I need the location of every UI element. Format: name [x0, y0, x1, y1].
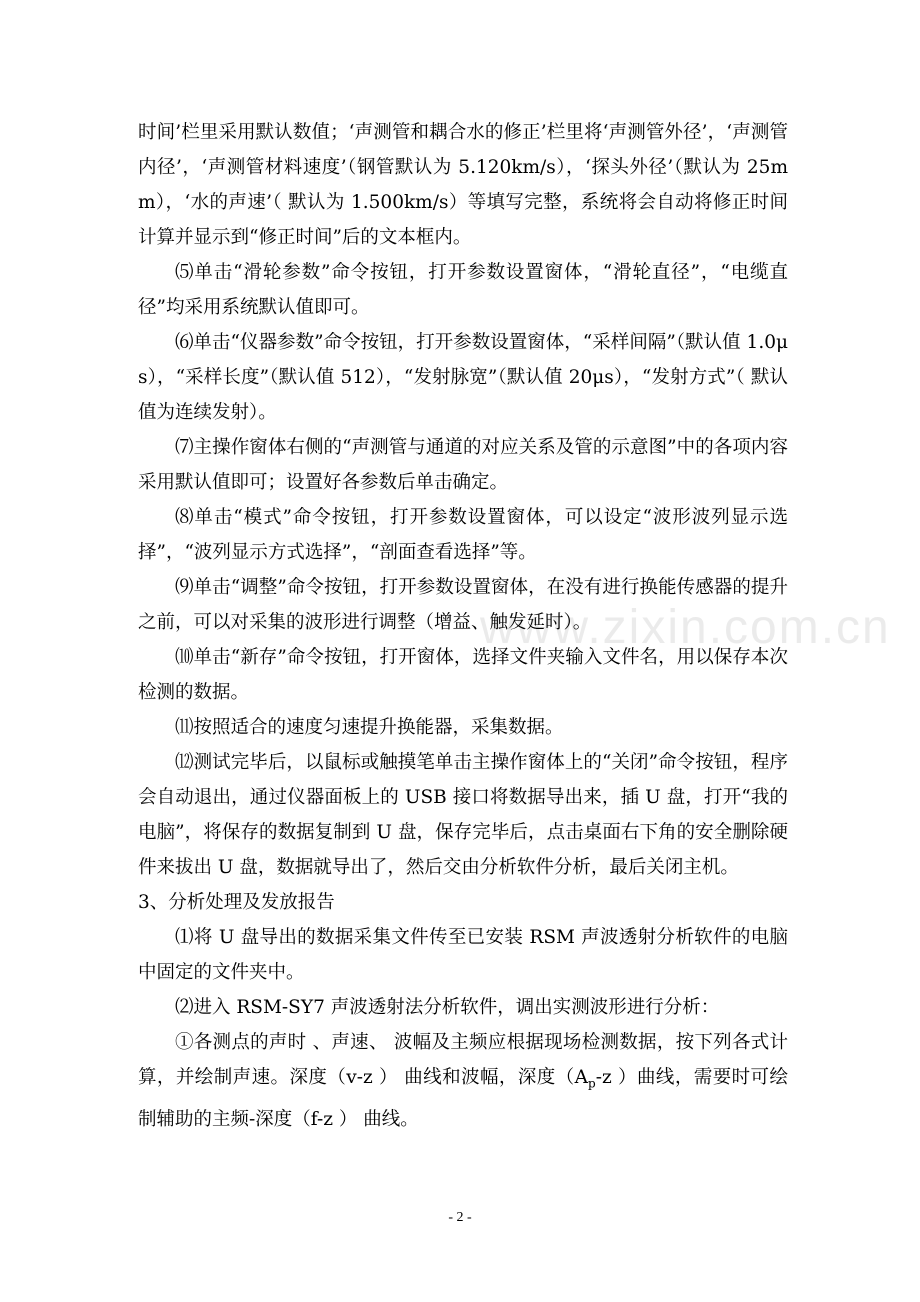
amplitude-subscript: p — [588, 1076, 596, 1091]
page-number: - 2 - — [448, 1210, 472, 1225]
paragraph-finish-test: ⑿测试完毕后，以鼠标或触摸笔单击主操作窗体上的“关闭”命令按钮，程序会自动退出，通过仪器面板上的 USB 接口将数据导出来，插 U 盘，打开“我的电脑”，将保存的数据复制到 U 盘，保存完毕后，点击桌面右下角的安全删除硬件来拔出 U 盘，数据就导出了，然后交由分析软件分析，最后关闭主机。 — [138, 752, 788, 878]
watermark: www.zixin.com.cn — [480, 601, 891, 654]
paragraph-adjust: ⑼单击“调整”命令按钮，打开参数设置窗体，在没有进行换能传感器的提升之前，可以对采集的波形进行调整（增益、触发延时）。 — [138, 577, 788, 633]
curves-text-after: -z ）曲线，需要时可绘制辅助的主频-深度（f-z ） 曲线。 — [138, 1067, 788, 1130]
paragraph-instrument-params: ⑹单击“仪器参数”命令按钮，打开参数设置窗体，“采样间隔”（默认值 1.0μs），“采样长度”（默认值 512），“发射脉宽”（默认值 20μs），“发射方式”（ 默认值为连续发射）。 — [138, 332, 788, 423]
paragraph-transfer-data: ⑴将 U 盘导出的数据采集文件传至已安装 RSM 声波透射分析软件的电脑中固定的文件夹中。 — [138, 927, 788, 983]
paragraph-lift-transducer: ⑾按照适合的速度匀速提升换能器，采集数据。 — [175, 717, 564, 738]
section-heading-analysis: 3、分析处理及发放报告 — [138, 892, 335, 913]
paragraph-mode: ⑻单击“模式”命令按钮，打开参数设置窗体，可以设定“波形波列显示选择”，“波列显示方式选择”，“剖面查看选择”等。 — [138, 507, 788, 563]
paragraph-default-time: 时间’栏里采用默认数值；‘声测管和耦合水的修正’栏里将‘声测管外径’，‘声测管内径’，‘声测管材料速度’（钢管默认为 5.120km/s），‘探头外径’（默认为 25mm），‘水的声速’（ 默认为 1.500km/s）等填写完整，系统将会自动将修正时间计算并显示到“修正时间”后的文本框内。 — [138, 122, 788, 248]
paragraph-compute-curves — [138, 1025, 788, 1137]
document-body — [138, 115, 788, 1137]
curves-text-before: ①各测点的声时 、声速、 波幅及主频应根据现场检测数据，按下列各式计算，并绘制声速。深度（v-z ） 曲线和波幅，深度（A — [138, 1032, 788, 1088]
paragraph-new-save: ⑽单击“新存”命令按钮，打开窗体，选择文件夹输入文件名，用以保存本次检测的数据。 — [138, 647, 788, 703]
paragraph-enter-software: ⑵进入 RSM-SY7 声波透射法分析软件，调出实测波形进行分析： — [175, 997, 720, 1018]
paragraph-tube-diagram: ⑺主操作窗体右侧的“声测管与通道的对应关系及管的示意图”中的各项内容采用默认值即可；设置好各参数后单击确定。 — [138, 437, 788, 493]
paragraph-pulley-params: ⑸单击“滑轮参数”命令按钮，打开参数设置窗体，“滑轮直径”，“电缆直径”均采用系统默认值即可。 — [138, 262, 788, 318]
